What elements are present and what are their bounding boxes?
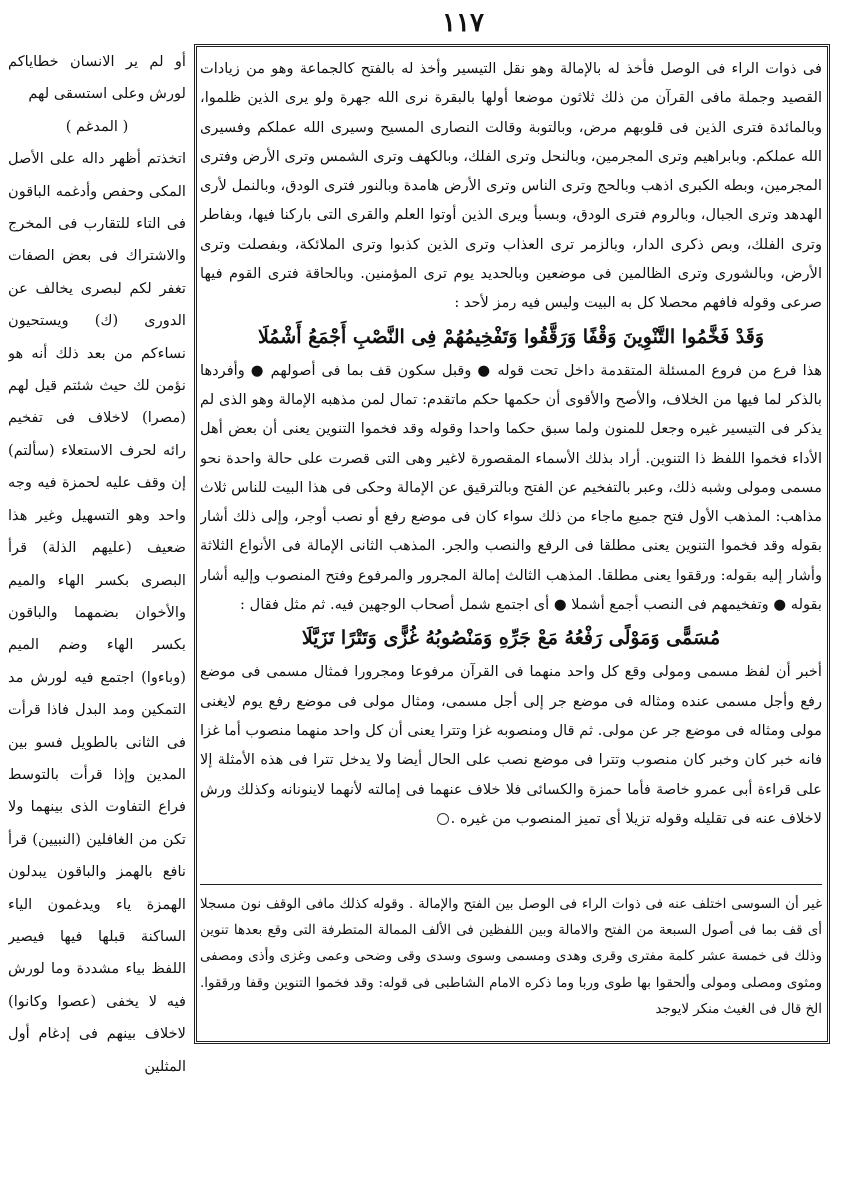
commentary-paragraph-1: هذا فرع من فروع المسئلة المتقدمة داخل تحت قوله ● وقبل سكون قف بما فى أصولهم ● وأفردها بالذكر لما فيها من الخلاف، والأصح والأقوى أن حكمها حكم ماتقدم: تمال لمن مذهبه الإمالة وهو الذى لم يذكر فى التيسير غيره وجعل للمنون ولما سبق حكما واحدا وقوله وقد فخموا التنوين يعنى أن بعض أهل الأداء فخموا اللفظ ذا التنوين. أراد بذلك الأسماء المقصورة لاغير وهى التى قصرت على حالة واحدة نحو مسمى ومولى وشبه ذلك، وعبر بالتفخيم عن الفتح وبالترقيق عن الإمالة وحكى فى هذا البيت للناس ثلاث مذاهب: المذهب الأول فتح جميع ماجاء من ذلك سواء كان فى موضع رفع أو نصب أوجر، وإلى ذلك أشار بقوله وقد فخموا التنوين يعنى مطلقا فى الرفع والنصب والجر. المذهب الثانى الإمالة فى الأنواع الثلاثة وأشار إليه بقوله: ورققوا يعنى مطلقا. المذهب الثالث إمالة المجرور والمرفوع وفتح المنصوب وإليه أشار بقوله ● وتفخيمهم فى النصب أجمع أشملا ● أى اجتمع شمل أصحاب الوجهين فيه. ثم مثل فقال :: [200, 361, 822, 614]
main-paragraph: فى ذوات الراء فى الوصل فأخذ له بالإمالة وهو نقل التيسير وأخذ له بالفتح كالجماعة وهو من زيادات القصيد وجملة مافى القرآن من ذلك ثلاثون موضعا أولها بالبقرة نرى الله جهرة ولو يرى الذين ظلموا، وبالمائدة فترى الذين فى قلوبهم مرض، وبالتوبة وقالت النصارى المسيح وسيرى الله عملكم وفسيرى الله عملكم. وبابراهيم وترى المجرمين، وبالنحل وترى الفلك، وبالكهف وترى الشمس وترى الأرض وفترى المجرمين، وبطه الكبرى اذهب وبالحج وترى الناس وترى الأرض هامدة وبالنور فترى الودق، وبالنمل لأرى الهدهد وترى الجبال، وبالروم فترى الودق، وبسبأ ويرى الذين أوتوا العلم والقرى التى باركنا فيها، وبفاطر وترى الفلك، وبص ذكرى الدار، وبالزمر ترى العذاب وترى الذين كذبوا وترى الملائكة، وبفصلت وترى الأرض، وبالشورى وترى الظالمين فى موضعين وبالحديد يوم ترى المؤمنين. وبالحاقة فترى القوم فيها صرعى وقوله فافهم محصلا كل به البيت وليس فيه رمز لأحد :: [200, 60, 822, 312]
page-number: ١١٧: [442, 8, 484, 38]
footnote-divider: [200, 884, 822, 885]
main-text-block: [200, 54, 822, 874]
footnote: غير أن السوسى اختلف عنه فى ذوات الراء فى الوصل بين الفتح والإمالة . وقوله كذلك مافى الوقف نون مسجلا أى قف بما فى أصول السبعة من الفتح والامالة وبين اللفظين فى الألف الممالة المتطرفة التى وقع بعدها تنوين وذلك فى خمسة عشر كلمة مفترى وقرى وهدى ومسمى وسوى وسدى وقى وضحى وعمى وغزى وأذى ومصفى ومثوى ومصلى ومولى وألحقوا بها طوى وربا وما ذكره الامام الشاطبى فى قوله: وقد فخموا التنوين وقفا ورققوا. الخ قال فى الغيث منكر لايوجد: [200, 897, 822, 1017]
commentary-paragraph-2: [200, 657, 822, 833]
margin-column: [8, 46, 186, 1086]
poem-verse-1: وَقَدْ فَخَّمُوا التَّنْوِينَ وَقْفًا وَرَقَّقُوا وَتَفْخِيمُهُمْ فِى النَّصْبِ أَجْمَعُ أَشْمُلَا: [257, 325, 765, 348]
commentary-text-2: أخبر أن لفظ مسمى ومولى وقع كل واحد منهما فى القرآن مرفوعا ومجرورا فمثال مسمى فى موضع رفع وأجل مسمى عنده ومثاله فى موضع جر إلى أجل مسمى، ومثال مولى فى موضع رفع يوم لايغنى مولى ومثاله فى موضع جر عن مولى. ثم قال ومنصوبه غزا وتترا يعنى أن كل واحد منهما منصوب أما غزا فانه خبر كان وخبر كان منصوب وتترا فى موضع نصب على الحال أيضا ولا يدخل تترا فى هذه الأمثلة إلا على قراءة أبى عمرو خاصة فأما حمزة والكسائى فلا خلاف عنهما فى إمالته لأنهما لاينونانه وكذلك ورش لاخلاف عنه فى تقليله وقوله تزيلا أى تميز المنصوب من غيره .: [200, 663, 822, 827]
poem-verse-2: مُسَمًّى وَمَوْلًى رَفْعُهُ مَعْ جَرِّهِ وَمَنْصُوبُهُ غُزًّى وَتَتْرًا تَزَيَّلَا: [301, 627, 721, 650]
margin-paragraph-1: أو لم ير الانسان خطاياكم لورش وعلى استسقى لهم: [8, 53, 186, 103]
flower-ornament-icon: [437, 813, 449, 825]
margin-heading: ( المدغم ): [65, 117, 129, 135]
margin-paragraph-2: اتخذتم أظهر داله على الأصل المكى وحفص وأدغمه الباقون فى التاء للتقارب فى المخرج والاشتراك فى بعض الصفات تغفر لكم لبصرى يخالف عن الدورى (ك) ويستحيون نساءكم من بعد ذلك أنه هو نؤمن لك حيث شئتم قيل لهم (مصرا) لاخلاف فى تفخيم رائه لحرف الاستعلاء (سألتم) إن وقف عليه لحمزة فيه وجه واحد وهو التسهيل وغير هذا ضعيف (عليهم الذلة) قرأ البصرى بكسر الهاء والميم والأخوان بضمهما والباقون بكسر الهاء وضم الميم (وباءوا) اجتمع فيه لورش مد التمكين ومد البدل فاذا قرأت فى الثانى بالطويل فسو بين المدين وإذا قرأت بالتوسط فراع التفاوت الذى بينهما ولا تكن من الغافلين (النبيين) قرأ نافع بالهمز والباقون يبدلون الهمزة ياء ويدغمون الياء الساكنة قبلها فيها فيصير اللفظ بياء مشددة وما لورش فيه لا يخفى (عصوا وكانوا) لاخلاف بينهم فى إدغام أول المثلين: [8, 150, 186, 1075]
